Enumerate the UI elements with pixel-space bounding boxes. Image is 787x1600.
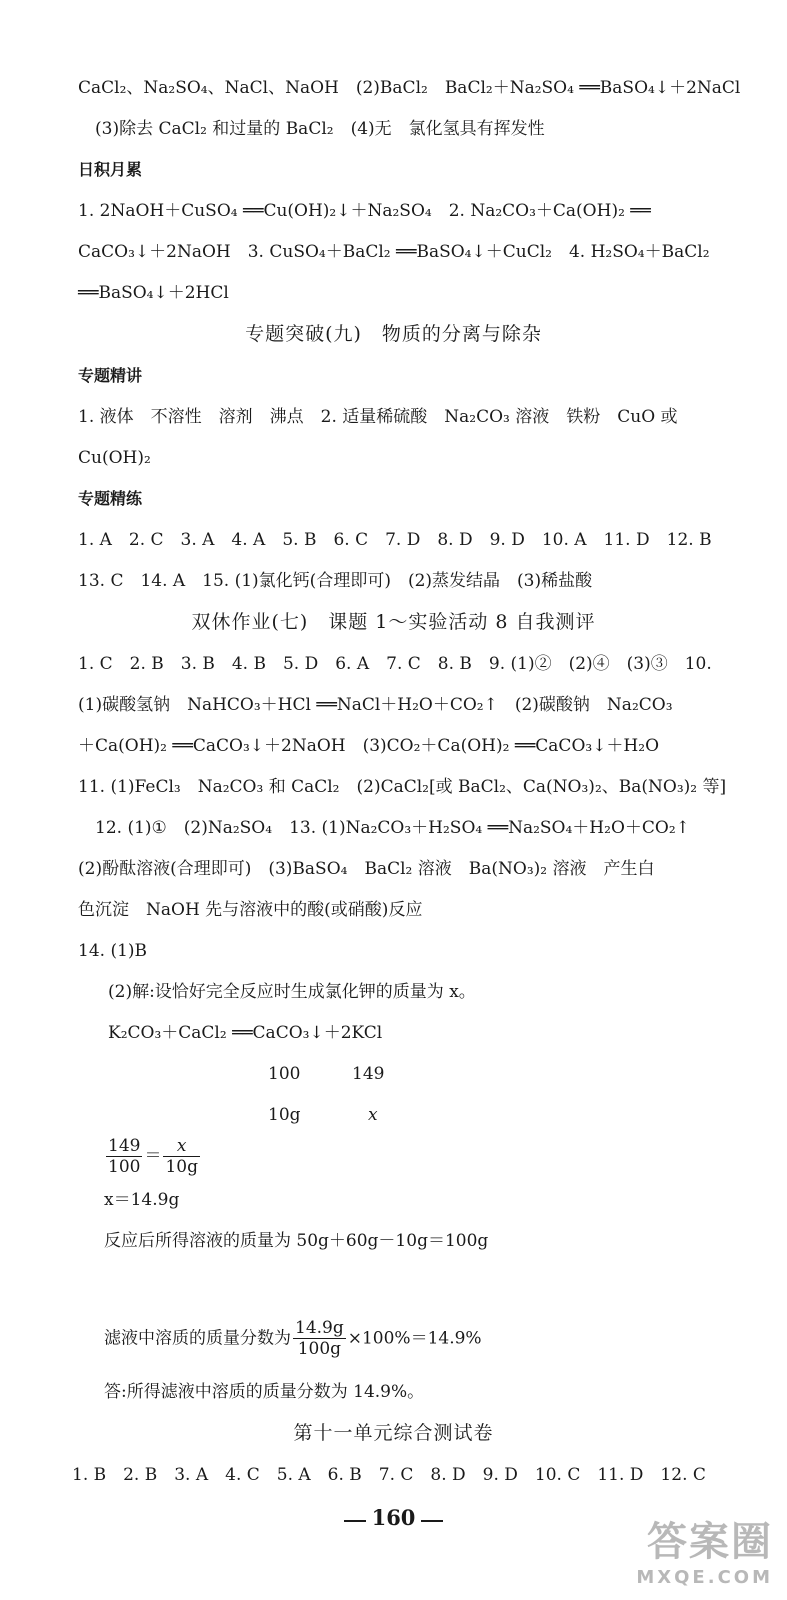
percentage-suffix: ×100%＝14.9% — [347, 1328, 482, 1349]
answer-line: ＋Ca(OH)₂ ══CaCO₃↓＋2NaOH (3)CO₂＋Ca(OH)₂ ══CaCO₃↓＋H₂O — [78, 736, 660, 756]
answer-line: 1. B 2. B 3. A 4. C 5. A 6. B 7. C 8. D 9. D 10. C 11. D 12. C — [72, 1465, 706, 1485]
answer-line: (2)酚酞溶液(合理即可) (3)BaSO₄ BaCl₂ 溶液 Ba(NO₃)₂ 溶液 产生白 — [78, 859, 655, 879]
answer-line: 反应后所得溶液的质量为 50g＋60g－10g＝100g — [104, 1231, 489, 1251]
answer-line: (3)除去 CaCl₂ 和过量的 BaCl₂ (4)无 氯化氢具有挥发性 — [95, 119, 545, 139]
percentage-prefix: 滤液中溶质的质量分数为 — [104, 1328, 291, 1349]
ratio-value: 100 — [268, 1064, 301, 1084]
section-title-9: 专题突破(九) 物质的分离与除杂 — [245, 323, 542, 345]
answer-line: 1. C 2. B 3. B 4. B 5. D 6. A 7. C 8. B 9. (1)② (2)④ (3)③ 10. — [78, 654, 712, 674]
section-heading-practice: 专题精练 — [78, 489, 143, 508]
fraction-denominator: 100g — [297, 1339, 342, 1359]
section-title-unit-11: 第十一单元综合测试卷 — [293, 1422, 494, 1444]
fraction-numerator: 14.9g — [295, 1318, 344, 1338]
answer-line: 1. 液体 不溶性 溶剂 沸点 2. 适量稀硫酸 Na₂CO₃ 溶液 铁粉 CuO 或 — [78, 407, 678, 427]
ratio-value: 149 — [352, 1064, 385, 1084]
answer-line: 答:所得滤液中溶质的质量分数为 14.9%。 — [104, 1382, 425, 1402]
proportion-equation — [104, 1136, 202, 1177]
answer-line: 色沉淀 NaOH 先与溶液中的酸(或硝酸)反应 — [78, 900, 423, 920]
answer-line: (1)碳酸氢钠 NaHCO₃＋HCl ══NaCl＋H₂O＋CO₂↑ (2)碳酸钠 Na₂CO₃ — [78, 695, 673, 715]
answer-line: 11. (1)FeCl₃ Na₂CO₃ 和 CaCl₂ (2)CaCl₂[或 BaCl₂、Ca(NO₃)₂、Ba(NO₃)₂ 等] — [78, 777, 727, 797]
answer-line: 12. (1)① (2)Na₂SO₄ 13. (1)Na₂CO₃＋H₂SO₄ ══Na₂SO₄＋H₂O＋CO₂↑ — [95, 818, 690, 838]
answer-line: 13. C 14. A 15. (1)氯化钙(合理即可) (2)蒸发结晶 (3)稀盐酸 — [78, 571, 593, 591]
answer-line: CaCl₂、Na₂SO₄、NaCl、NaOH (2)BaCl₂ BaCl₂＋Na₂SO₄ ══BaSO₄↓＋2NaCl — [78, 78, 741, 98]
answer-line: 1. 2NaOH＋CuSO₄ ══Cu(OH)₂↓＋Na₂SO₄ 2. Na₂CO₃＋Ca(OH)₂ ══ — [78, 201, 651, 221]
fraction — [106, 1136, 142, 1177]
ratio-value: 10g — [268, 1105, 301, 1125]
fraction-denominator: 100 — [108, 1157, 141, 1177]
watermark-url: MXQE.COM — [636, 1567, 773, 1588]
equation-line: K₂CO₃＋CaCl₂ ══CaCO₃↓＋2KCl — [108, 1023, 383, 1043]
fraction-numerator: x — [163, 1136, 200, 1157]
answer-line: ══BaSO₄↓＋2HCl — [78, 283, 229, 303]
watermark-logo-text: 答案圈 — [647, 1519, 773, 1565]
ratio-value: x — [368, 1105, 378, 1125]
fraction-numerator: 149 — [108, 1136, 141, 1156]
equals-sign: ＝ — [144, 1146, 162, 1166]
answer-line: (2)解:设恰好完全反应时生成氯化钾的质量为 x。 — [108, 982, 476, 1002]
section-heading-lecture: 专题精讲 — [78, 366, 143, 385]
section-heading-daily: 日积月累 — [78, 160, 143, 179]
fraction — [293, 1318, 346, 1359]
answer-line: 1. A 2. C 3. A 4. A 5. B 6. C 7. D 8. D 9. D 10. A 11. D 12. B — [78, 530, 712, 550]
section-title-weekend-7: 双休作业(七) 课题 1～实验活动 8 自我测评 — [191, 611, 596, 633]
fraction — [163, 1136, 200, 1177]
answer-line: x＝14.9g — [104, 1190, 180, 1210]
site-watermark — [636, 1510, 773, 1588]
page-number-dash — [344, 1520, 366, 1522]
page-number-dash — [421, 1520, 443, 1522]
answer-line: Cu(OH)₂ — [78, 448, 151, 468]
fraction-denominator: 10g — [165, 1157, 198, 1177]
page-number-text: 160 — [371, 1505, 416, 1530]
percentage-line — [104, 1318, 482, 1359]
answer-line: 14. (1)B — [78, 941, 148, 961]
answer-line: CaCO₃↓＋2NaOH 3. CuSO₄＋BaCl₂ ══BaSO₄↓＋CuCl₂ 4. H₂SO₄＋BaCl₂ — [78, 242, 710, 262]
